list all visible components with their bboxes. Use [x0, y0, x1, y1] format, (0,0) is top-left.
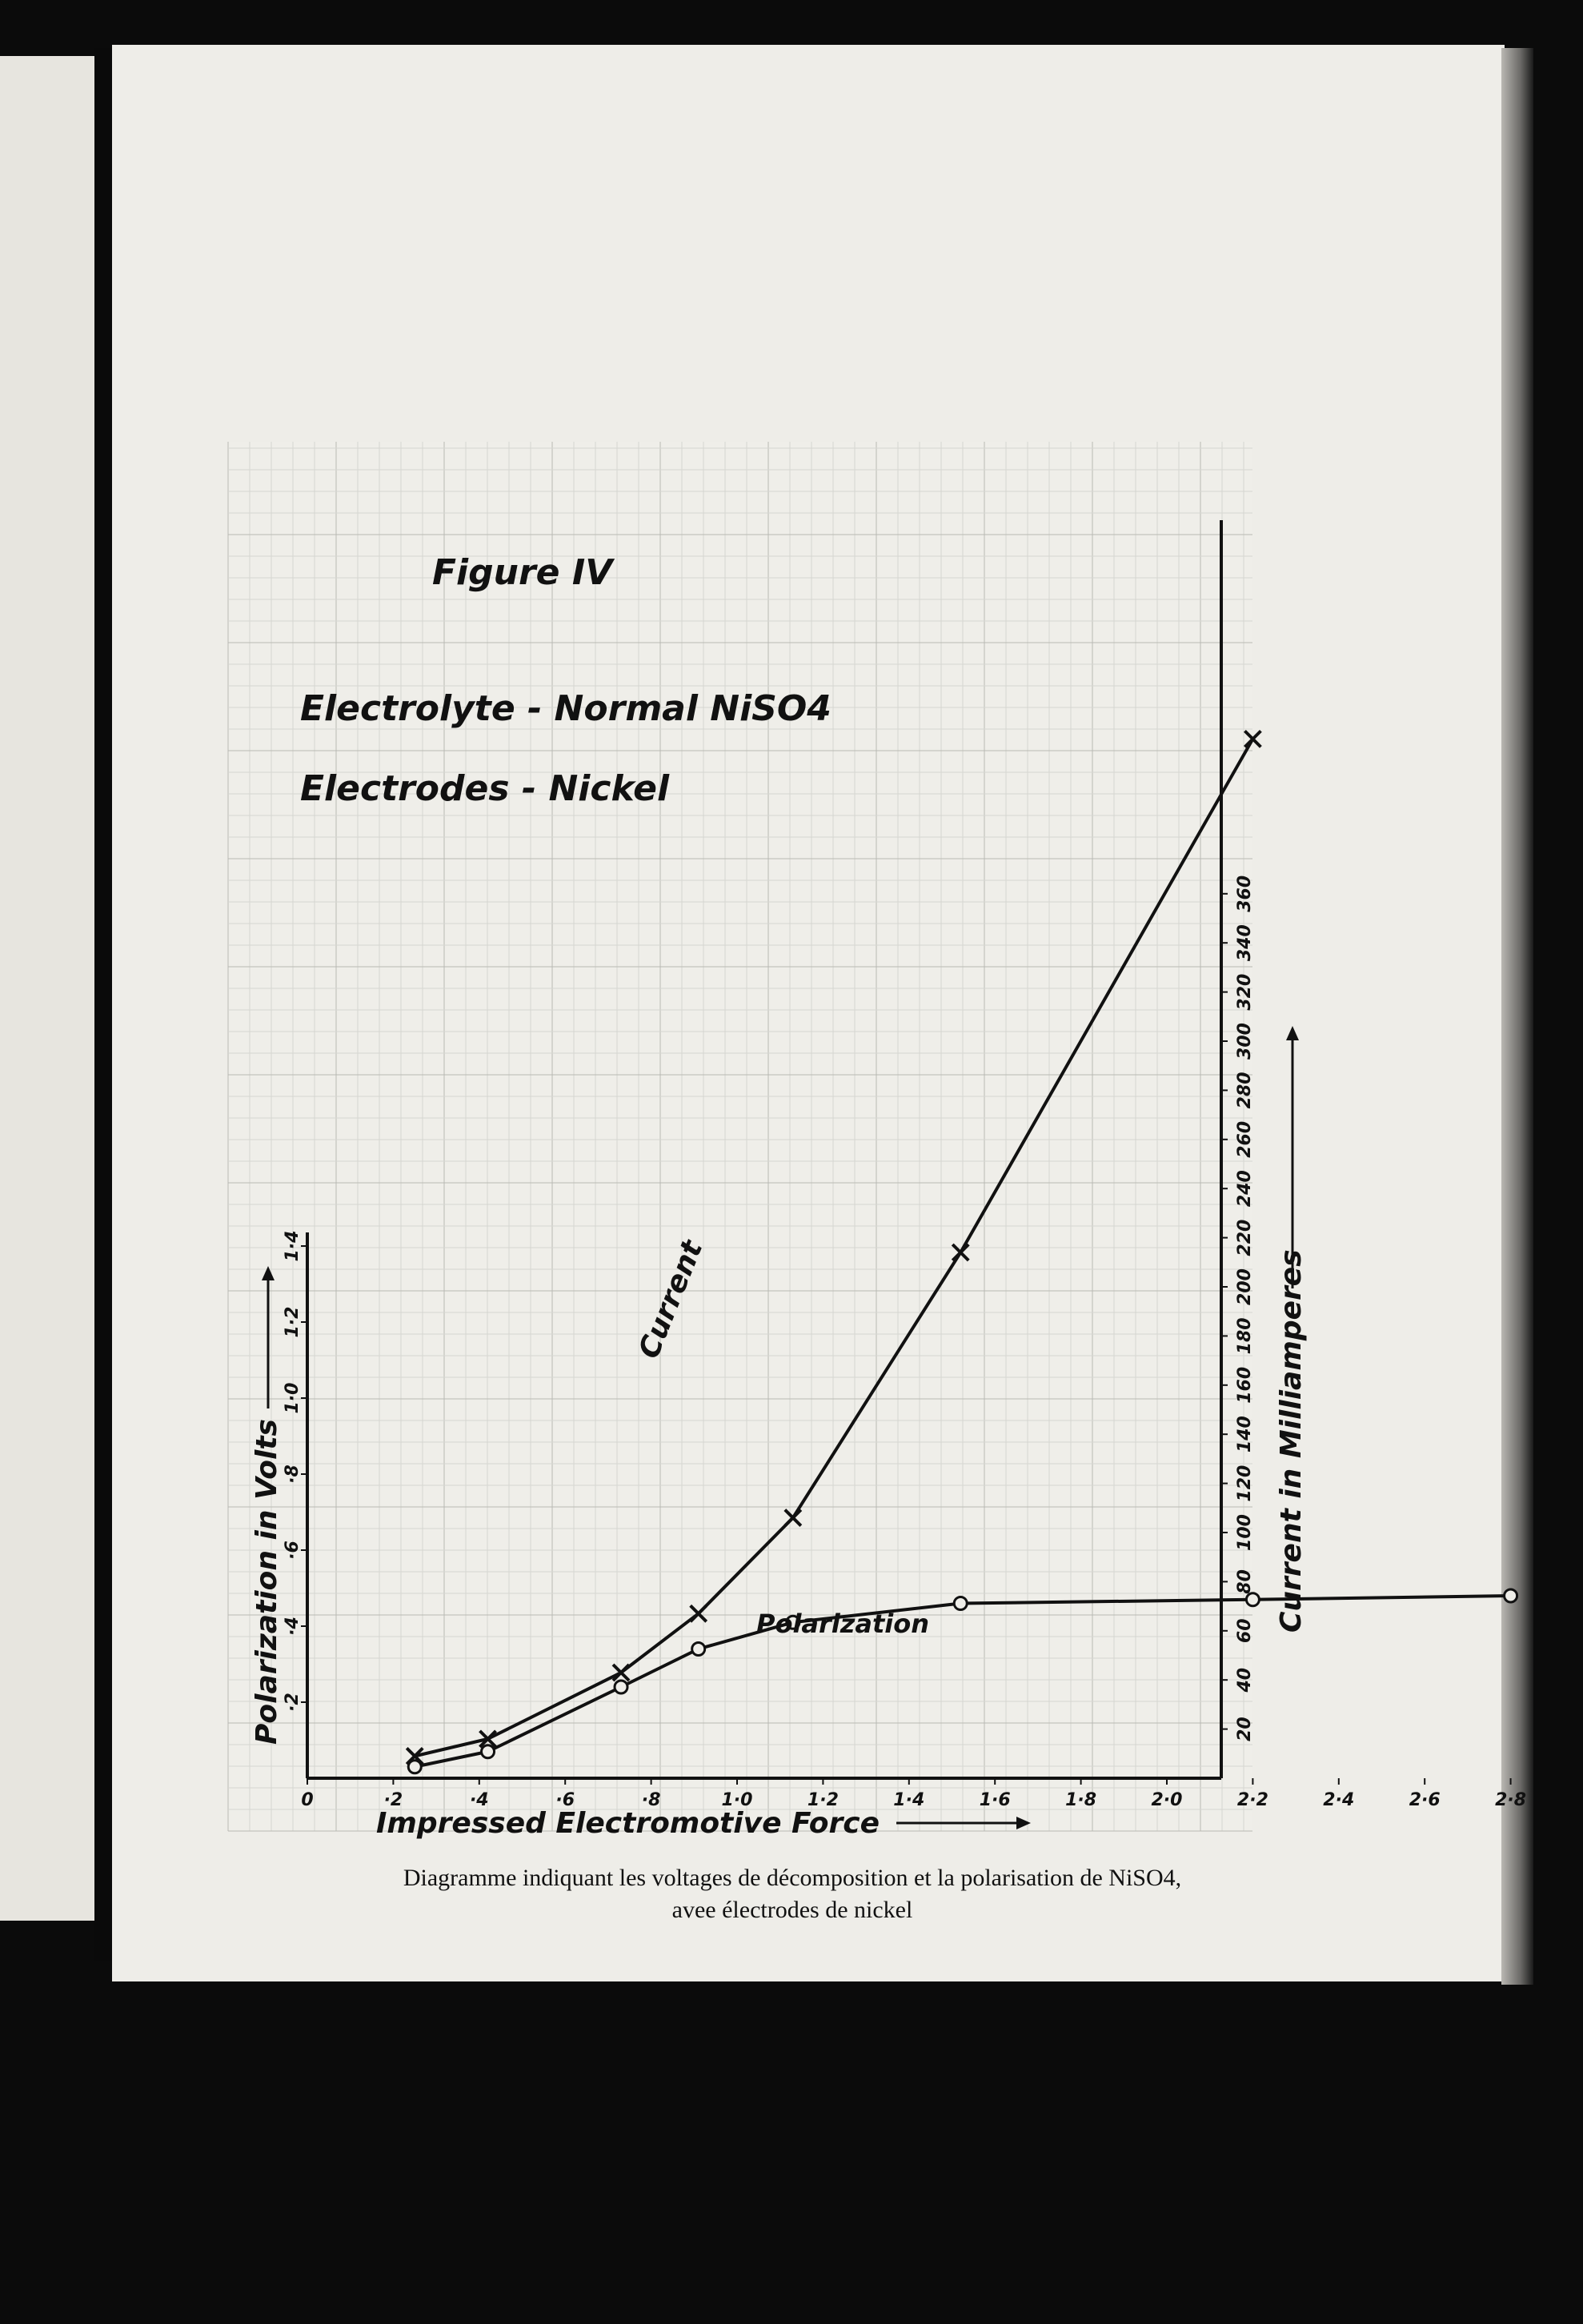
polarization-series-label: Polarization — [756, 1609, 929, 1639]
caption-line-1: Diagramme indiquant les voltages de décomposition et la polarisation de NiSO4, — [403, 1865, 1182, 1891]
left-tick-label: 1·2 — [283, 1306, 303, 1338]
x-tick-label: ·4 — [469, 1790, 489, 1810]
caption-line-2: avee électrodes de nickel — [671, 1897, 913, 1923]
right-tick-label: 180 — [1235, 1317, 1255, 1355]
x-tick-label: 1·8 — [1065, 1790, 1097, 1810]
figure-title: Figure IV — [432, 552, 613, 593]
x-tick-label: 1·6 — [979, 1790, 1011, 1810]
x-tick-label: 2·0 — [1151, 1790, 1183, 1810]
right-tick-label: 60 — [1235, 1618, 1255, 1644]
right-tick-label: 80 — [1235, 1569, 1255, 1594]
grid-paper — [228, 442, 1252, 1831]
electrolyte-label: Electrolyte - Normal NiSO4 — [300, 688, 832, 729]
x-tick-label: 1·4 — [893, 1790, 925, 1810]
right-tick-label: 360 — [1235, 875, 1255, 912]
right-axis-arrowhead — [1286, 1026, 1299, 1040]
polarization-marker — [408, 1761, 421, 1773]
right-tick-label: 240 — [1235, 1170, 1255, 1208]
polarization-marker — [1246, 1593, 1259, 1606]
polarization-marker — [954, 1597, 967, 1610]
polarization-marker — [615, 1681, 627, 1693]
right-tick-label: 300 — [1235, 1023, 1255, 1060]
x-tick-label: 2·4 — [1323, 1790, 1355, 1810]
electrodes-label: Electrodes - Nickel — [300, 768, 670, 809]
right-tick-label: 20 — [1235, 1717, 1255, 1741]
right-tick-label: 100 — [1235, 1514, 1255, 1551]
x-tick-label: 1·2 — [807, 1790, 839, 1810]
right-tick-label: 200 — [1235, 1268, 1255, 1305]
right-tick-label: 340 — [1235, 924, 1255, 962]
left-tick-label: 1·0 — [283, 1382, 303, 1414]
right-tick-label: 140 — [1235, 1416, 1255, 1453]
right-tick-label: 260 — [1235, 1120, 1255, 1158]
x-tick-label: 0 — [301, 1790, 314, 1810]
x-tick-label: ·2 — [383, 1790, 403, 1810]
right-tick-label: 40 — [1235, 1667, 1255, 1693]
right-tick-label: 320 — [1235, 973, 1255, 1011]
left-tick-label: ·8 — [283, 1465, 303, 1484]
x-tick-label: ·8 — [641, 1790, 661, 1810]
left-tick-label: ·4 — [283, 1617, 303, 1636]
x-tick-label: 2·8 — [1495, 1790, 1527, 1810]
left-axis-title: Polarization in Volts — [250, 1419, 283, 1745]
left-tick-label: ·2 — [283, 1693, 303, 1712]
right-tick-label: 120 — [1235, 1465, 1255, 1502]
polarization-marker — [482, 1745, 495, 1758]
right-tick-label: 160 — [1235, 1366, 1255, 1404]
x-tick-label: ·6 — [555, 1790, 575, 1810]
right-tick-label: 280 — [1235, 1072, 1255, 1109]
right-tick-label: 220 — [1235, 1219, 1255, 1256]
left-tick-label: ·6 — [283, 1541, 303, 1560]
left-tick-label: 1·4 — [283, 1230, 303, 1262]
polarization-marker — [692, 1643, 705, 1656]
x-tick-label: 2·2 — [1236, 1790, 1268, 1810]
x-tick-label: 2·6 — [1409, 1790, 1441, 1810]
current-series-label: Current — [632, 1236, 710, 1364]
polarization-marker — [1505, 1589, 1517, 1602]
right-axis-title: Current in Milliamperes — [1275, 1249, 1308, 1633]
x-axis-title: Impressed Electromotive Force — [376, 1807, 880, 1840]
grid — [228, 442, 1252, 1831]
x-tick-label: 1·0 — [721, 1790, 753, 1810]
